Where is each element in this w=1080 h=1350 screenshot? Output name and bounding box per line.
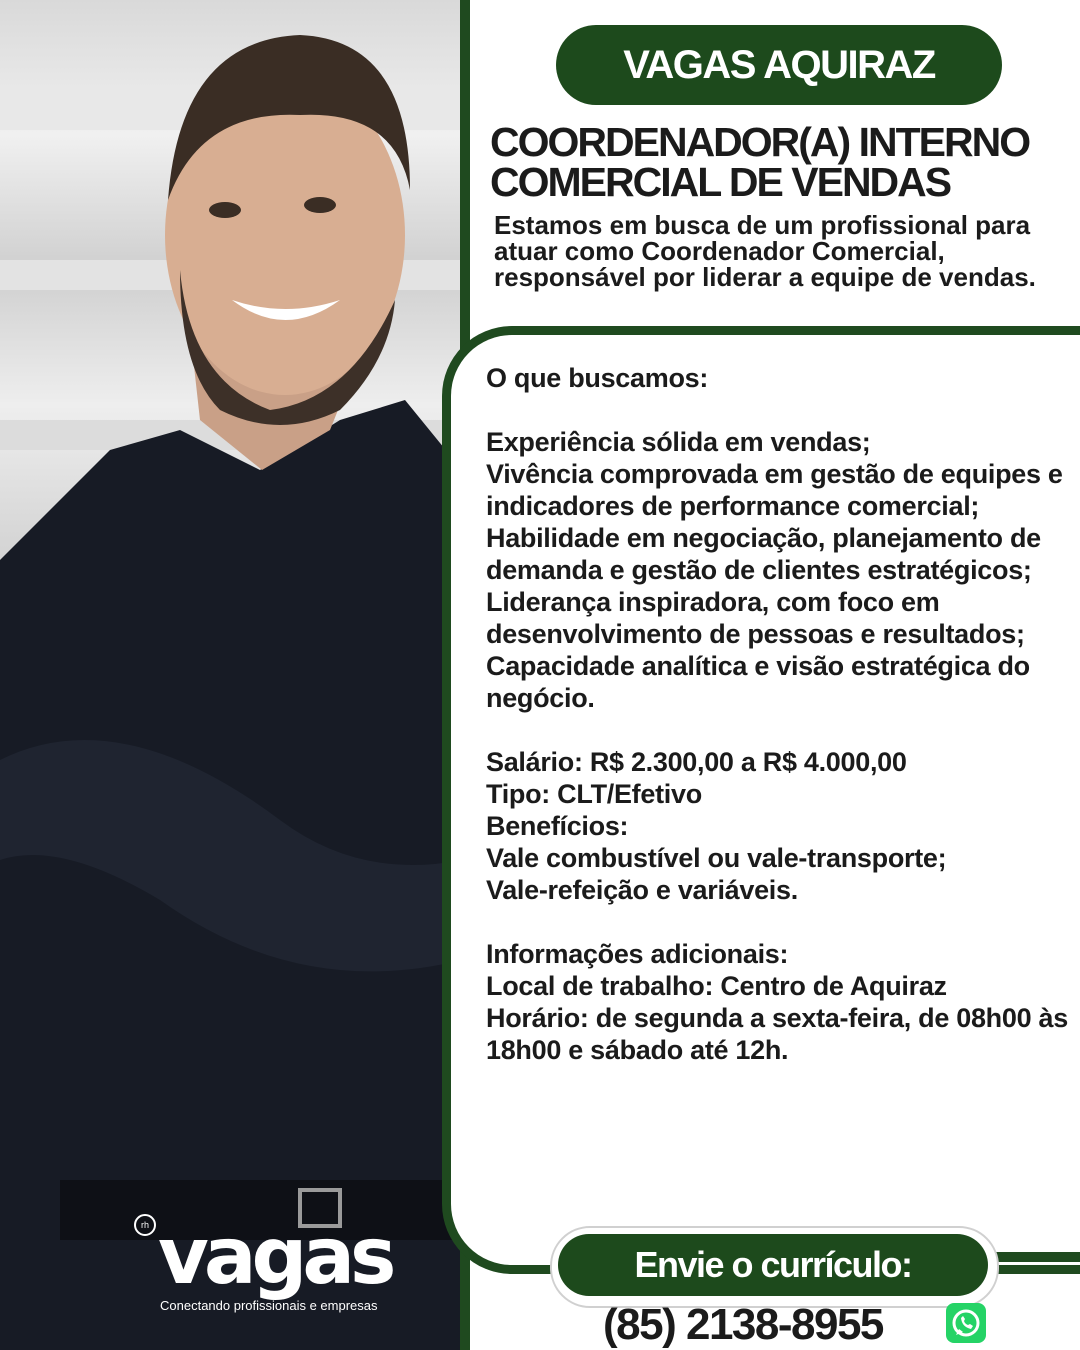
requirement-item: Vivência comprovada em gestão de equipes e indicadores de performance comercial; bbox=[486, 459, 1063, 521]
requirement-item: Liderança inspiradora, com foco em desenvolvimento de pessoas e resultados; bbox=[486, 587, 1025, 649]
work-location: Local de trabalho: Centro de Aquiraz bbox=[486, 971, 947, 1001]
job-title-line-2: COMERCIAL DE VENDAS bbox=[490, 159, 951, 205]
company-tagline: Conectando profissionais e empresas bbox=[160, 1298, 378, 1313]
whatsapp-icon[interactable] bbox=[946, 1303, 986, 1343]
person-illustration bbox=[0, 0, 462, 1350]
hero-photo bbox=[0, 0, 462, 1350]
requirement-item: Capacidade analítica e visão estratégica do negócio. bbox=[486, 651, 1030, 713]
location-badge: VAGAS AQUIRAZ bbox=[556, 25, 1002, 105]
requirements-heading: O que buscamos: bbox=[486, 363, 709, 393]
benefit-item: Vale-refeição e variáveis. bbox=[486, 875, 798, 905]
work-hours: Horário: de segunda a sexta-feira, de 08h00 às 18h00 e sábado até 12h. bbox=[486, 1003, 1068, 1065]
contract-type: Tipo: CLT/Efetivo bbox=[486, 779, 702, 809]
send-resume-banner: Envie o currículo: bbox=[558, 1234, 988, 1296]
job-title bbox=[490, 119, 1075, 205]
logo-badge: rh bbox=[134, 1214, 156, 1236]
benefit-item: Vale combustível ou vale-transporte; bbox=[486, 843, 947, 873]
company-logo: vagas bbox=[158, 1212, 392, 1302]
intro-text: Estamos em busca de um profissional para atuar como Coordenador Comercial, responsável por liderar a equipe de vendas. bbox=[494, 210, 1036, 292]
contact-phone[interactable]: (85) 2138-8955 bbox=[603, 1300, 883, 1349]
requirement-item: Experiência sólida em vendas; bbox=[486, 427, 871, 457]
benefits-heading: Benefícios: bbox=[486, 811, 629, 841]
salary: Salário: R$ 2.300,00 a R$ 4.000,00 bbox=[486, 747, 907, 777]
divider-horizontal bbox=[990, 1252, 1080, 1262]
additional-heading: Informações adicionais: bbox=[486, 939, 789, 969]
job-details bbox=[486, 362, 1076, 1066]
job-title-line-1: COORDENADOR(A) INTERNO bbox=[490, 119, 1030, 165]
requirement-item: Habilidade em negociação, planejamento de demanda e gestão de clientes estratégicos; bbox=[486, 523, 1041, 585]
